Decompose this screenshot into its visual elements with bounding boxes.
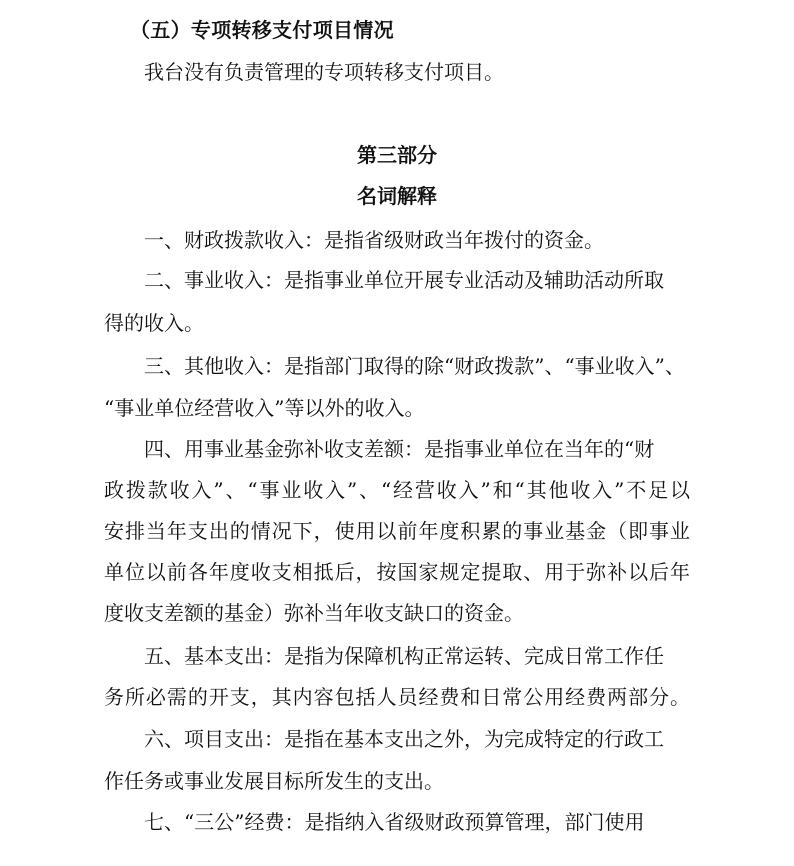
definition-line: 五、基本支出：是指为保障机构正常运转、完成日常工作任 <box>144 644 664 668</box>
definition-line: 度收支差额的基金）弥补当年收支缺口的资金。 <box>104 601 524 625</box>
definition-line: 安排当年支出的情况下，使用以前年度积累的事业基金（即事业 <box>104 519 690 543</box>
definition-line: 二、事业收入：是指事业单位开展专业活动及辅助活动所取 <box>144 268 664 292</box>
definition-line: 一、财政拨款收入：是指省级财政当年拨付的资金。 <box>144 228 604 252</box>
definition-line: 四、用事业基金弥补收支差额：是指事业单位在当年的“财 <box>144 437 655 461</box>
definition-line: 得的收入。 <box>104 311 204 335</box>
definition-line: 单位以前各年度收支相抵后，按国家规定提取、用于弥补以后年 <box>104 560 690 584</box>
part-subtitle: 名词解释 <box>357 184 437 208</box>
section-paragraph: 我台没有负责管理的专项转移支付项目。 <box>144 60 504 84</box>
definition-line: 七、“三公”经费：是指纳入省级财政预算管理，部门使用 <box>144 810 645 834</box>
definition-line: 三、其他收入：是指部门取得的除“财政拨款”、“事业收入”、 <box>144 354 685 378</box>
definition-line: 政拨款收入”、“事业收入”、“经营收入”和“其他收入”不足以 <box>104 478 690 502</box>
definition-line: 作任务或事业发展目标所发生的支出。 <box>104 769 444 793</box>
part-title: 第三部分 <box>357 143 437 167</box>
definition-line: 六、项目支出：是指在基本支出之外，为完成特定的行政工 <box>144 727 664 751</box>
definition-line: 务所必需的开支，其内容包括人员经费和日常公用经费两部分。 <box>104 685 690 709</box>
section-heading: （五）专项转移支付项目情况 <box>130 18 394 42</box>
definition-line: “事业单位经营收入”等以外的收入。 <box>104 396 425 420</box>
